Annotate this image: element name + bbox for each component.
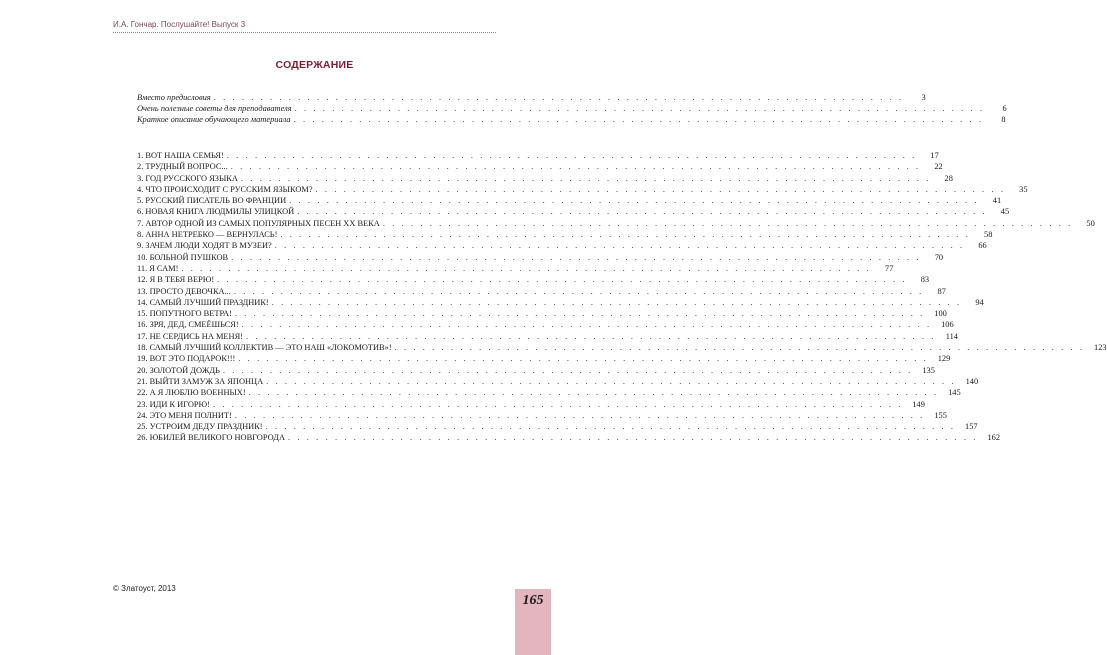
toc-lesson-list — [137, 150, 1107, 444]
toc-entry-title: Вместо предисловия — [137, 93, 211, 102]
dot-leader: . . . . . . . . . . . . . . . . . . . . . . . . . . . . . . . . . . . . . . . . . . . . . . . . . . . . . . . . . . . . . . . . . . . . . . . . . . — [181, 263, 872, 273]
toc-entry-page: 35 — [1019, 184, 1028, 194]
toc-entry-page: 100 — [934, 309, 947, 319]
toc-entry-title: 20. ЗОЛОТОЙ ДОЖДЬ — [137, 365, 220, 375]
toc-lesson-entry — [137, 184, 1028, 195]
toc-entry-title: 2. ТРУДНЫЙ ВОПРОС... — [137, 162, 228, 172]
dot-leader: . . . . . . . . . . . . . . . . . . . . . . . . . . . . . . . . . . . . . . . . . . . . . . . . . . . . . . . . . . . . . . . . . . . . . . . . . . — [217, 275, 908, 285]
dot-leader: . . . . . . . . . . . . . . . . . . . . . . . . . . . . . . . . . . . . . . . . . . . . . . . . . . . . . . . . . . . . . . . . . . . . . . . . . . — [294, 104, 985, 113]
page-number: 165 — [522, 593, 544, 608]
toc-entry-page: 106 — [941, 320, 954, 330]
toc-entry-title: 15. ПОПУТНОГО ВЕТРА! — [137, 309, 232, 319]
toc-lesson-entry — [137, 387, 961, 398]
dot-leader: . . . . . . . . . . . . . . . . . . . . . . . . . . . . . . . . . . . . . . . . . . . . . . . . . . . . . . . . . . . . . . . . . . . . . . . . . . — [248, 388, 939, 398]
dot-leader: . . . . . . . . . . . . . . . . . . . . . . . . . . . . . . . . . . . . . . . . . . . . . . . . . . . . . . . . . . . . . . . . . . . . . . . . . . — [238, 354, 929, 364]
toc-entry-page: 114 — [945, 331, 958, 341]
toc-entry-page: 22 — [934, 162, 943, 172]
toc-intro-entry — [137, 92, 926, 103]
toc-lesson-entry — [137, 286, 946, 297]
toc-entry-page: 77 — [885, 263, 894, 273]
toc-entry-title: 14. САМЫЙ ЛУЧШИЙ ПРАЗДНИК! — [137, 297, 269, 307]
toc-entry-title: 25. УСТРОИМ ДЕДУ ПРАЗДНИК! — [137, 422, 263, 432]
dot-leader: . . . . . . . . . . . . . . . . . . . . . . . . . . . . . . . . . . . . . . . . . . . . . . . . . . . . . . . . . . . . . . . . . . . . . . . . . . — [297, 207, 988, 217]
toc-entry-title: 13. ПРОСТО ДЕВОЧКА... — [137, 286, 231, 296]
toc-intro-entry — [137, 114, 1006, 125]
toc-entry-title: 6. НОВАЯ КНИГА ЛЮДМИЛЫ УЛИЦКОЙ — [137, 207, 295, 217]
toc-lesson-entry — [137, 365, 935, 376]
dot-leader: . . . . . . . . . . . . . . . . . . . . . . . . . . . . . . . . . . . . . . . . . . . . . . . . . . . . . . . . . . . . . . . . . . . . . . . . . . — [265, 422, 956, 432]
toc-lesson-entry — [137, 206, 1010, 217]
toc-lesson-entry — [137, 376, 979, 387]
toc-entry-title: 11. Я САМ! — [137, 263, 179, 273]
dot-leader: . . . . . . . . . . . . . . . . . . . . . . . . . . . . . . . . . . . . . . . . . . . . . . . . . . . . . . . . . . . . . . . . . . . . . . . . . . — [382, 218, 1073, 228]
toc-entry-page: 140 — [965, 376, 979, 386]
dot-leader: . . . . . . . . . . . . . . . . . . . . . . . . . . . . . . . . . . . . . . . . . . . . . . . . . . . . . . . . . . . . . . . . . . . . . . . . . . — [293, 115, 984, 124]
toc-entry-page: 66 — [978, 241, 987, 251]
toc-entry-page: 45 — [1000, 207, 1010, 217]
dot-leader: . . . . . . . . . . . . . . . . . . . . . . . . . . . . . . . . . . . . . . . . . . . . . . . . . . . . . . . . . . . . . . . . . . . . . . . . . . — [213, 93, 904, 102]
toc-entry-page: 70 — [934, 252, 944, 262]
dot-leader: . . . . . . . . . . . . . . . . . . . . . . . . . . . . . . . . . . . . . . . . . . . . . . . . . . . . . . . . . . . . . . . . . . . . . . . . . . — [234, 410, 925, 420]
toc-entry-page: 162 — [987, 433, 1000, 443]
running-head: И.А. Гончар. Послушайте! Выпуск 3 — [113, 20, 246, 29]
toc-lesson-entry — [137, 297, 984, 308]
toc-lesson-entry — [137, 319, 954, 330]
toc-title: СОДЕРЖАНИЕ — [275, 59, 354, 71]
toc-entry-page: 17 — [930, 151, 939, 160]
dot-leader: . . . . . . . . . . . . . . . . . . . . . . . . . . . . . . . . . . . . . . . . . . . . . . . . . . . . . . . . . . . . . . . . . . . . . . . . . . — [245, 331, 936, 341]
dot-leader: . . . . . . . . . . . . . . . . . . . . . . . . . . . . . . . . . . . . . . . . . . . . . . . . . . . . . . . . . . . . . . . . . . . . . . . . . . — [240, 173, 931, 183]
toc-entry-title: 9. ЗАЧЕМ ЛЮДИ ХОДЯТ В МУЗЕИ? — [137, 241, 272, 251]
toc-lesson-entry — [137, 308, 947, 319]
toc-entry-page: 145 — [948, 388, 961, 398]
toc-lesson-entry — [137, 331, 958, 342]
toc-entry-title: 5. РУССКИЙ ПИСАТЕЛЬ ВО ФРАНЦИИ — [137, 196, 287, 206]
toc-intro-entry — [137, 103, 1007, 114]
toc-entry-page: 6 — [1002, 104, 1007, 113]
toc-entry-page: 94 — [975, 297, 984, 307]
toc-entry-title: 4. ЧТО ПРОИСХОДИТ С РУССКИМ ЯЗЫКОМ? — [137, 184, 313, 194]
toc-entry-title: 10. БОЛЬНОЙ ПУШКОВ — [137, 252, 229, 262]
toc-entry-title: 18. САМЫЙ ЛУЧШИЙ КОЛЛЕКТИВ — ЭТО НАШ «ЛОКОМОТИВ»! — [137, 343, 392, 353]
toc-entry-title: 12. Я В ТЕБЯ ВЕРЮ! — [137, 275, 215, 285]
toc-lesson-entry — [137, 150, 939, 161]
toc-entry-page: 87 — [937, 286, 946, 296]
dot-leader: . . . . . . . . . . . . . . . . . . . . . . . . . . . . . . . . . . . . . . . . . . . . . . . . . . . . . . . . . . . . . . . . . . . . . . . . . . — [288, 433, 978, 443]
toc-lesson-entry — [137, 195, 1002, 206]
dot-leader: . . . . . . . . . . . . . . . . . . . . . . . . . . . . . . . . . . . . . . . . . . . . . . . . . . . . . . . . . . . . . . . . . . . . . . . . . . — [315, 184, 1006, 194]
dot-leader: . . . . . . . . . . . . . . . . . . . . . . . . . . . . . . . . . . . . . . . . . . . . . . . . . . . . . . . . . . . . . . . . . . . . . . . . . . — [394, 343, 1085, 353]
toc-entry-page: 28 — [944, 173, 953, 183]
toc-entry-title: 24. ЭТО МЕНЯ ПОЛНИТ! — [137, 410, 232, 420]
toc-lesson-entry — [137, 240, 987, 251]
toc-lesson-entry — [137, 410, 947, 421]
toc-entry-title: 1. ВОТ НАША СЕМЬЯ! — [137, 151, 224, 160]
toc-entry-title: 21. ВЫЙТИ ЗАМУЖ ЗА ЯПОНЦА — [137, 376, 264, 386]
toc-lesson-entry — [137, 173, 953, 184]
toc-entry-title: Краткое описание обучающего материала — [137, 115, 291, 124]
toc-entry-page: 50 — [1086, 218, 1095, 228]
toc-entry-title: 22. А Я ЛЮБЛЮ ВОЕННЫХ! — [137, 388, 246, 398]
header-rule — [113, 32, 496, 33]
dot-leader: . . . . . . . . . . . . . . . . . . . . . . . . . . . . . . . . . . . . . . . . . . . . . . . . . . . . . . . . . . . . . . . . . . . . . . . . . . — [280, 230, 971, 240]
toc-lesson-entry — [137, 218, 1095, 229]
toc-lesson-entry — [137, 432, 1000, 443]
toc-lesson-entry — [137, 399, 925, 410]
toc-entry-page: 58 — [984, 230, 993, 240]
toc-lesson-entry — [137, 229, 993, 240]
page-number-tab — [515, 589, 551, 655]
toc-lesson-entry — [137, 342, 1107, 353]
toc-entry-title: 16. ЗРЯ, ДЕД, СМЕЁШЬСЯ! — [137, 320, 239, 330]
toc-entry-page: 3 — [921, 93, 926, 102]
toc-lesson-entry — [137, 263, 894, 274]
copyright-notice: © Златоуст, 2013 — [113, 584, 176, 593]
toc-entry-page: 157 — [965, 422, 978, 432]
toc-entry-title: 3. ГОД РУССКОГО ЯЗЫКА — [137, 173, 238, 183]
dot-leader: . . . . . . . . . . . . . . . . . . . . . . . . . . . . . . . . . . . . . . . . . . . . . . . . . . . . . . . . . . . . . . . . . . . . . . . . . . — [234, 309, 925, 319]
dot-leader: . . . . . . . . . . . . . . . . . . . . . . . . . . . . . . . . . . . . . . . . . . . . . . . . . . . . . . . . . . . . . . . . . . . . . . . . . . — [274, 241, 965, 251]
toc-entry-page: 149 — [912, 399, 925, 409]
toc-entry-title: 26. ЮБИЛЕЙ ВЕЛИКОГО НОВГОРОДА — [137, 433, 286, 443]
dot-leader: . . . . . . . . . . . . . . . . . . . . . . . . . . . . . . . . . . . . . . . . . . . . . . . . . . . . . . . . . . . . . . . . . . . . . . . . . . — [266, 376, 957, 386]
toc-entry-page: 123 — [1094, 343, 1107, 353]
toc-entry-title: 8. АННА НЕТРЕБКО — ВЕРНУЛАСЬ! — [137, 230, 278, 240]
toc-lesson-entry — [137, 161, 943, 172]
toc-entry-title: 7. АВТОР ОДНОЙ ИЗ САМЫХ ПОПУЛЯРНЫХ ПЕСЕН XX ВЕКА — [137, 218, 380, 228]
toc-intro-list — [137, 92, 1007, 125]
dot-leader: . . . . . . . . . . . . . . . . . . . . . . . . . . . . . . . . . . . . . . . . . . . . . . . . . . . . . . . . . . . . . . . . . . . . . . . . . . — [212, 399, 903, 409]
toc-entry-page: 135 — [922, 365, 935, 375]
dot-leader: . . . . . . . . . . . . . . . . . . . . . . . . . . . . . . . . . . . . . . . . . . . . . . . . . . . . . . . . . . . . . . . . . . . . . . . . . . — [222, 365, 913, 375]
toc-entry-page: 155 — [934, 410, 947, 420]
toc-entry-page: 83 — [920, 275, 930, 285]
toc-lesson-entry — [137, 421, 978, 432]
dot-leader: . . . . . . . . . . . . . . . . . . . . . . . . . . . . . . . . . . . . . . . . . . . . . . . . . . . . . . . . . . . . . . . . . . . . . . . . . . — [226, 151, 917, 160]
dot-leader: . . . . . . . . . . . . . . . . . . . . . . . . . . . . . . . . . . . . . . . . . . . . . . . . . . . . . . . . . . . . . . . . . . . . . . . . . . — [241, 320, 932, 330]
toc-lesson-entry — [137, 274, 930, 285]
dot-leader: . . . . . . . . . . . . . . . . . . . . . . . . . . . . . . . . . . . . . . . . . . . . . . . . . . . . . . . . . . . . . . . . . . . . . . . . . . — [233, 286, 924, 296]
toc-entry-page: 41 — [992, 196, 1002, 206]
toc-entry-page: 129 — [937, 354, 951, 364]
toc-lesson-entry — [137, 252, 944, 263]
toc-entry-title: 23. ИДИ К ИГОРЮ! — [137, 399, 210, 409]
dot-leader: . . . . . . . . . . . . . . . . . . . . . . . . . . . . . . . . . . . . . . . . . . . . . . . . . . . . . . . . . . . . . . . . . . . . . . . . . . — [230, 162, 921, 172]
dot-leader: . . . . . . . . . . . . . . . . . . . . . . . . . . . . . . . . . . . . . . . . . . . . . . . . . . . . . . . . . . . . . . . . . . . . . . . . . . — [231, 252, 922, 262]
toc-entry-title: 19. ВОТ ЭТО ПОДАРОК!!! — [137, 354, 236, 364]
toc-entry-page: 8 — [1001, 115, 1006, 124]
dot-leader: . . . . . . . . . . . . . . . . . . . . . . . . . . . . . . . . . . . . . . . . . . . . . . . . . . . . . . . . . . . . . . . . . . . . . . . . . . — [289, 196, 980, 206]
toc-entry-title: 17. НЕ СЕРДИСЬ НА МЕНЯ! — [137, 331, 243, 341]
toc-lesson-entry — [137, 353, 951, 364]
dot-leader: . . . . . . . . . . . . . . . . . . . . . . . . . . . . . . . . . . . . . . . . . . . . . . . . . . . . . . . . . . . . . . . . . . . . . . . . . . — [271, 297, 962, 307]
toc-entry-title: Очень полезные советы для преподавателя — [137, 104, 292, 113]
